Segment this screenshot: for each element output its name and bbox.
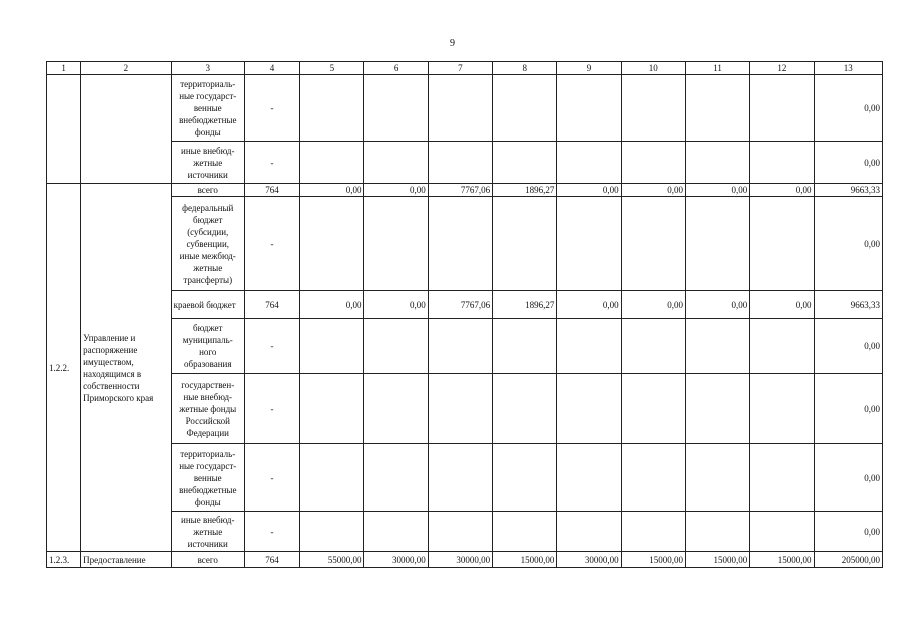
- value-cell: 30000,00: [557, 552, 621, 568]
- value-cell: 0,00: [364, 291, 428, 319]
- value-cell: 7767,06: [428, 291, 492, 319]
- value-cell: 0,00: [557, 184, 621, 197]
- table-row: [47, 319, 883, 374]
- value-cell: 1896,27: [493, 184, 557, 197]
- value-cell: 15000,00: [493, 552, 557, 568]
- value-cell: 7767,06: [428, 184, 492, 197]
- source-cell: территориаль- ные государст- венные внебюджетные фонды: [171, 444, 244, 512]
- column-header: 5: [300, 62, 364, 75]
- source-cell: территориаль- ные государст- венные внебюджетные фонды: [171, 75, 244, 142]
- value-cell: 15000,00: [685, 552, 749, 568]
- column-header: 13: [814, 62, 882, 75]
- value-cell: 15000,00: [621, 552, 685, 568]
- value-cell: 15000,00: [750, 552, 814, 568]
- kbk-cell: -: [244, 319, 299, 374]
- table-row: [47, 512, 883, 552]
- column-header: 8: [493, 62, 557, 75]
- value-cell: 0,00: [621, 291, 685, 319]
- value-cell: 0,00: [300, 184, 364, 197]
- column-header: 10: [621, 62, 685, 75]
- value-cell: 1896,27: [493, 291, 557, 319]
- table-row: [47, 444, 883, 512]
- column-header: 11: [685, 62, 749, 75]
- value-cell: 0,00: [685, 291, 749, 319]
- value-cell: 30000,00: [428, 552, 492, 568]
- total-cell: 0,00: [814, 444, 882, 512]
- kbk-cell: -: [244, 444, 299, 512]
- value-cell: 0,00: [300, 291, 364, 319]
- total-cell: 9663,33: [814, 184, 882, 197]
- code-cell: [47, 75, 81, 184]
- kbk-cell: 764: [244, 291, 299, 319]
- column-header: 7: [428, 62, 492, 75]
- value-cell: 0,00: [685, 184, 749, 197]
- kbk-cell: -: [244, 374, 299, 444]
- column-header: 3: [171, 62, 244, 75]
- total-cell: 0,00: [814, 319, 882, 374]
- table-row: [47, 552, 883, 568]
- item-name: Предоставление: [81, 552, 171, 568]
- table-row: [47, 291, 883, 319]
- item-code: 1.2.3.: [47, 552, 81, 568]
- kbk-cell: -: [244, 75, 299, 142]
- budget-table: [46, 61, 883, 568]
- table-row: [47, 374, 883, 444]
- total-cell: 0,00: [814, 374, 882, 444]
- total-cell: 9663,33: [814, 291, 882, 319]
- column-header: 9: [557, 62, 621, 75]
- total-cell: 205000,00: [814, 552, 882, 568]
- value-cell: 55000,00: [300, 552, 364, 568]
- total-cell: 0,00: [814, 197, 882, 291]
- table-row: [47, 142, 883, 184]
- item-code: 1.2.2.: [47, 184, 81, 552]
- source-cell: всего: [171, 184, 244, 197]
- kbk-cell: 764: [244, 552, 299, 568]
- value-cell: 0,00: [621, 184, 685, 197]
- item-name: Управление и распоряжение имуществом, находящимся в собственности Приморского края: [81, 184, 171, 552]
- column-header: 2: [81, 62, 171, 75]
- value-cell: 0,00: [557, 291, 621, 319]
- total-cell: 0,00: [814, 75, 882, 142]
- source-cell: бюджет муниципаль- ного образования: [171, 319, 244, 374]
- name-cell: [81, 75, 171, 184]
- column-header: 4: [244, 62, 299, 75]
- source-cell: федеральный бюджет (субсидии, субвенции, иные межбюд- жетные трансферты): [171, 197, 244, 291]
- kbk-cell: 764: [244, 184, 299, 197]
- kbk-cell: -: [244, 197, 299, 291]
- kbk-cell: -: [244, 512, 299, 552]
- source-cell: всего: [171, 552, 244, 568]
- source-cell: краевой бюджет: [171, 291, 244, 319]
- page-number: 9: [450, 38, 455, 49]
- total-cell: 0,00: [814, 512, 882, 552]
- table-row: [47, 75, 883, 142]
- column-header: 6: [364, 62, 428, 75]
- source-cell: иные внебюд- жетные источники: [171, 142, 244, 184]
- column-number-row: [47, 62, 883, 75]
- value-cell: 0,00: [750, 184, 814, 197]
- source-cell: государствен- ные внебюд- жетные фонды Российской Федерации: [171, 374, 244, 444]
- value-cell: 0,00: [750, 291, 814, 319]
- value-cell: 0,00: [364, 184, 428, 197]
- source-cell: иные внебюд- жетные источники: [171, 512, 244, 552]
- total-cell: 0,00: [814, 142, 882, 184]
- column-header: 1: [47, 62, 81, 75]
- column-header: 12: [750, 62, 814, 75]
- table-row: [47, 184, 883, 197]
- kbk-cell: -: [244, 142, 299, 184]
- value-cell: 30000,00: [364, 552, 428, 568]
- table-row: [47, 197, 883, 291]
